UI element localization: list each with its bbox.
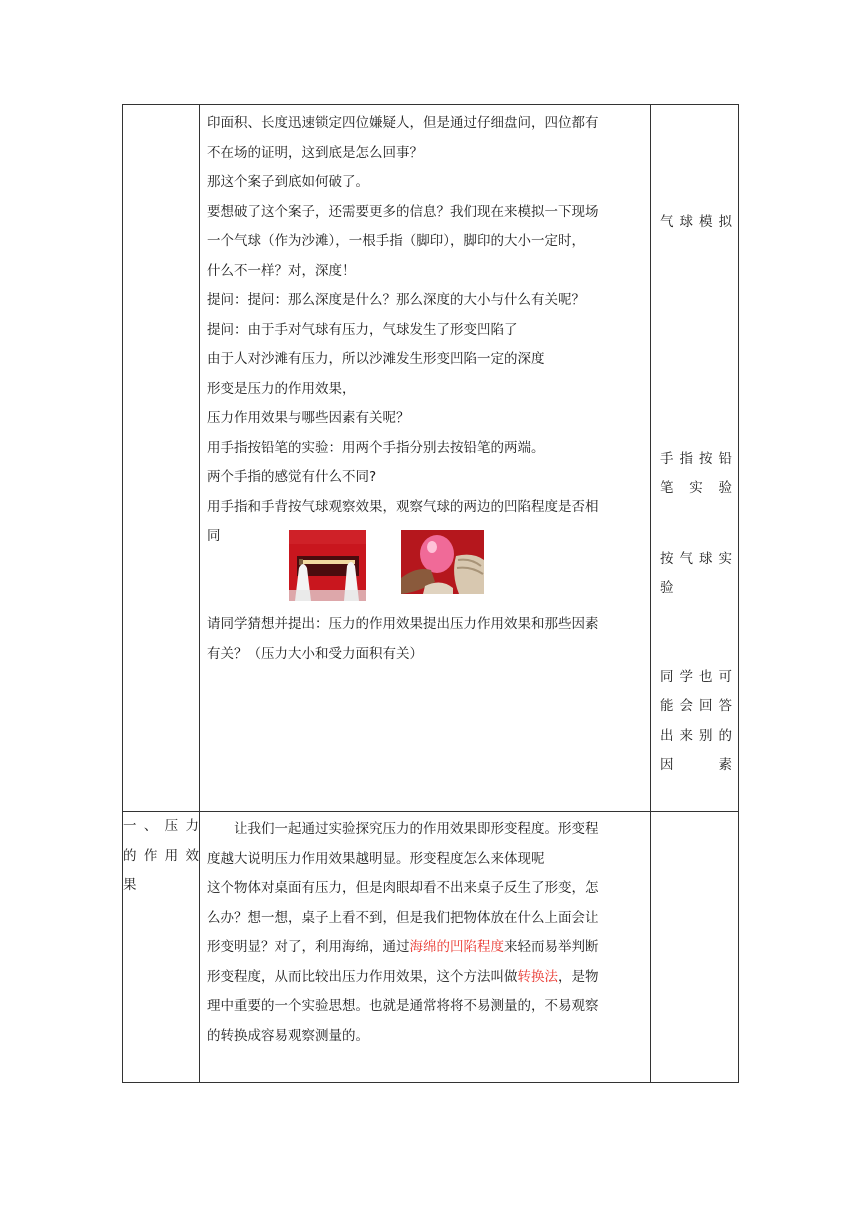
text-span: 形变程度，从而比较出压力作用效果，这个方法叫做 [207, 968, 518, 985]
balloon-press-image [401, 530, 484, 594]
text-line: 不在场的证明，这到底是怎么回事？ [207, 144, 423, 161]
text-line: 度越大说明压力作用效果越明显。形变程度怎么来体现呢 [207, 850, 545, 867]
text-line: 有关？（压力大小和受力面积有关） [207, 645, 423, 662]
method-note: 笔实验 [660, 480, 732, 496]
method-note: 能会回答 [660, 698, 732, 714]
text-line: 提问：由于手对气球有压力，气球发生了形变凹陷了 [207, 321, 518, 338]
method-note: 同学也可 [660, 668, 732, 685]
photo-strip [200, 522, 650, 610]
text-line: 用手指按铅笔的实验：用两个手指分别去按铅笔的两端。 [207, 439, 545, 456]
method-note: 因素 [660, 757, 732, 773]
section-title-cell [123, 812, 200, 1083]
text-line: 压力作用效果与哪些因素有关呢？ [207, 410, 410, 426]
method-note: 手指按铅 [660, 450, 732, 467]
method-cell-empty [651, 812, 739, 1083]
text-line: 那这个案子到底如何破了。 [207, 174, 369, 190]
text-line: 要想破了这个案子，还需要更多的信息？我们现在来模拟一下现场 [207, 203, 599, 220]
text-line: 由于人对沙滩有压力，所以沙滩发生形变凹陷一定的深度 [207, 351, 545, 367]
table-row [123, 105, 739, 812]
text-line [200, 963, 650, 993]
text-line: 理中重要的一个实验思想。也就是通常将将不易测量的，不易观察 [207, 998, 599, 1014]
content-cell [200, 812, 651, 1083]
text-line: 么办？想一想，桌子上看不到，但是我们把物体放在什么上面会让 [207, 909, 599, 926]
content-cell [200, 105, 651, 812]
method-note: 气球模拟 [660, 214, 732, 230]
text-line: 的转换成容易观察测量的。 [207, 1027, 369, 1044]
method-cell [651, 105, 739, 812]
highlight-term: 转换法 [517, 968, 558, 985]
text-line [200, 933, 650, 963]
section-title: 的作用效 [123, 847, 199, 864]
text-span: ，是物 [558, 968, 599, 985]
text-span: 形变明显？对了，利用海绵，通过 [207, 939, 410, 955]
section-cell-empty [123, 105, 200, 812]
text-line: 形变是压力的作用效果， [207, 380, 356, 397]
highlight-term: 海绵的凹陷程度 [409, 939, 504, 955]
section-title: 一、压力 [123, 818, 199, 834]
text-span: 来轻而易举判断 [504, 939, 599, 955]
text-line: 让我们一起通过实验探究压力的作用效果即形变程度。形变程 [234, 821, 599, 837]
text-line: 提问：提问：那么深度是什么？那么深度的大小与什么有关呢？ [207, 292, 585, 308]
text-line: 印面积、长度迅速锁定四位嫌疑人，但是通过仔细盘问，四位都有 [207, 115, 599, 131]
text-line: 同 [207, 528, 221, 544]
method-note: 出来别的 [660, 727, 732, 744]
balloon-press-photo [401, 530, 484, 594]
text-line: 一个气球（作为沙滩），一根手指（脚印），脚印的大小一定时， [207, 233, 585, 249]
method-note: 验 [660, 580, 674, 596]
text-line: 这个物体对桌面有压力，但是肉眼却看不出来桌子反生了形变，怎 [207, 880, 599, 896]
method-note: 按气球实 [660, 550, 732, 567]
text-line: 什么不一样？对，深度！ [207, 262, 356, 279]
text-line: 两个手指的感觉有什么不同? [207, 469, 377, 485]
section-title: 果 [123, 877, 137, 893]
pencil-press-photo [289, 530, 366, 601]
table-row [123, 812, 739, 1083]
text-line: 用手指和手背按气球观察效果，观察气球的两边的凹陷程度是否相 [207, 498, 599, 515]
pencil-press-image [289, 530, 366, 601]
lesson-table [122, 104, 739, 1083]
text-line: 请同学猜想并提出：压力的作用效果提出压力作用效果和那些因素 [207, 616, 599, 632]
